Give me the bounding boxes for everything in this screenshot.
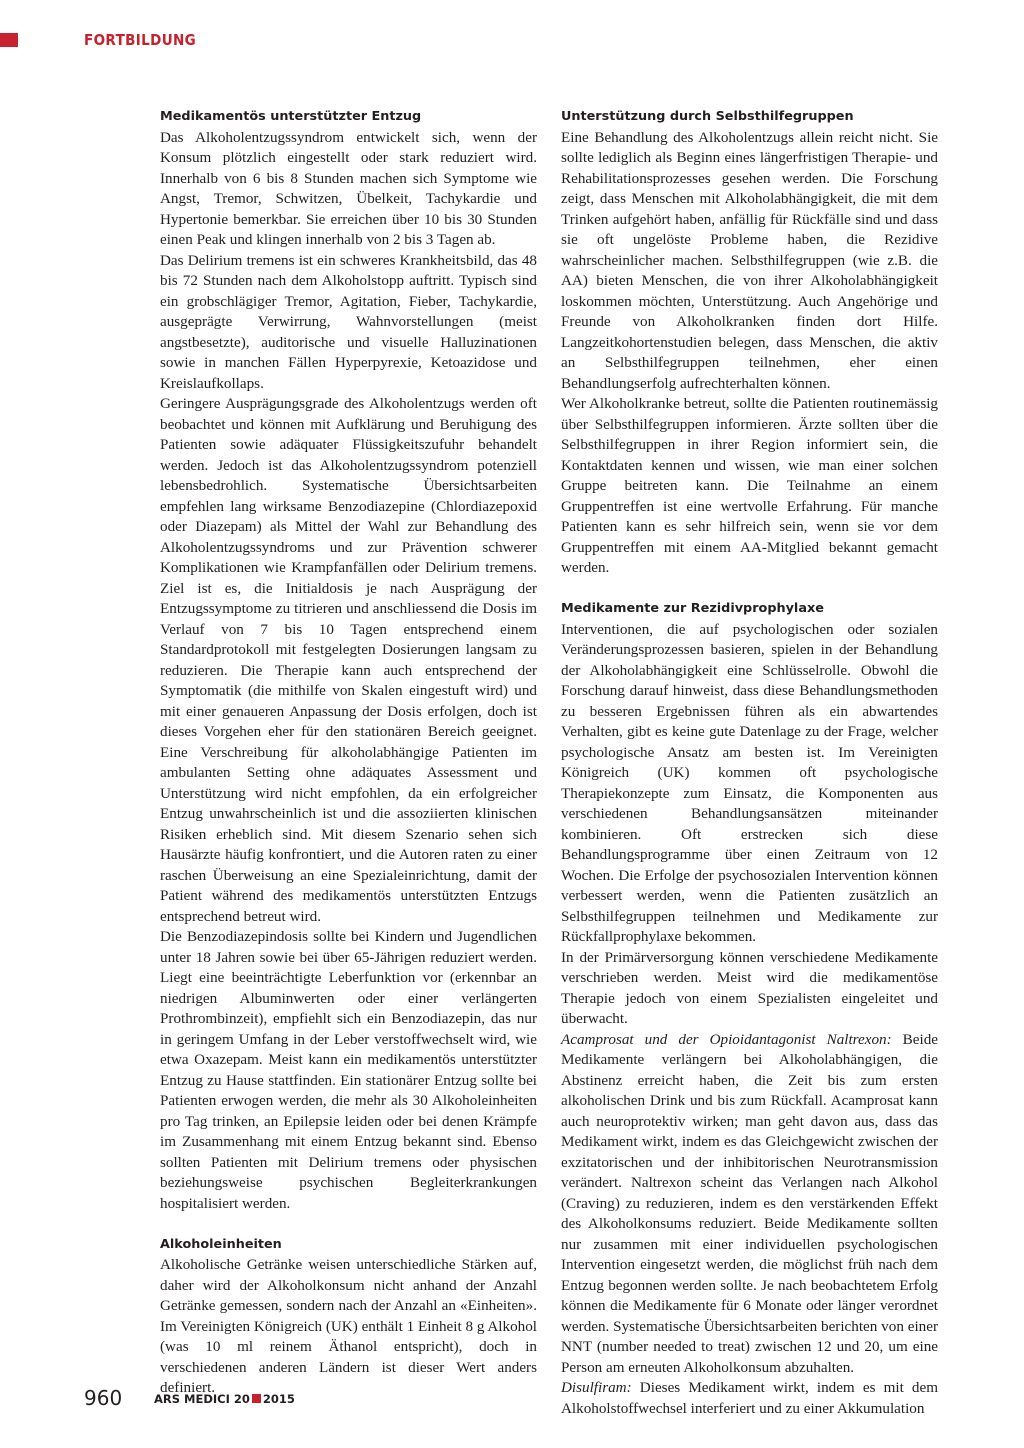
right-column: [561, 107, 938, 1419]
paragraph: Die Benzodiazepindosis sollte bei Kindern und Jugendlichen unter 18 Jahren sowie bei über 65-Jährigen reduziert werden. Liegt eine beeinträchtigte Leberfunktion vor (erkennbar an niedrigen Albuminwerten oder einer verlängerten Prothrombinzeit), empfiehlt sich ein Benzodiazepin, das nur in geringem Umfang in der Leber verstoffwechselt wird, wie etwa Oxazepam. Meist kann ein medikamentös unterstützter Entzug zu Hause stattfinden. Ein stationärer Entzug sollte bei Patienten erwogen werden, die mehr als 30 Alkoholeinheiten pro Tag trinken, an Epilepsie leiden oder bei denen Krämpfe im Zusammenhang mit einem Entzug bekannt sind. Ebenso sollten Patienten mit Delirium tremens oder physischen beziehungsweise psychischen Begleiterkrankungen hospitalisiert werden.: [160, 928, 537, 1212]
paragraph: Geringere Ausprägungsgrade des Alkoholentzugs werden oft beobachtet und können mit Aufklärung und Beruhigung des Patienten sowie adäquater Flüssigkeitszufuhr behandelt werden. Jedoch ist das Alkoholentzugssyndrom potenziell lebensbedrohlich. Systematische Übersichtsarbeiten empfehlen lang wirksame Benzodiazepine (Chlordiazepoxid oder Diazepam) als Mittel der Wahl zur Behandlung des Alkoholentzugssyndroms und zur Prävention schwerer Komplikationen wie Krampfanfällen oder Delirium tremens. Ziel ist es, die Initialdosis je nach Ausprägung der Entzugssymptome zu titrieren und anschliessend die Dosis im Verlauf von 7 bis 10 Tagen entsprechend einem Standardprotokoll mit festgelegten Dosierungen langsam zu reduzieren. Die Therapie kann auch entsprechend der Symptomatik (die mithilfe von Skalen eingestuft wird) und mit einer genaueren Anpassung der Dosis erfolgen, doch ist dieses Vorgehen eher für den stationären Bereich geeignet. Eine Verschreibung für alkoholabhängige Patienten im ambulanten Setting ohne adäquates Assessment und Unterstützung wird nicht empfohlen, da ein erfolgreicher Entzug unwahrscheinlich ist und die assoziierten klinischen Risiken erheblich sind. Mit diesem Szenario sehen sich Hausärzte häufig konfrontiert, und die Autoren raten zu einer raschen Überweisung an eine Spezialeinrichtung, damit der Patient während des medikamentös unterstützten Entzugs entsprechend betreut wird.: [160, 395, 537, 925]
heading-selbsthilfegruppen: Unterstützung durch Selbsthilfegruppen: [561, 109, 854, 124]
heading-rezidivprophylaxe: Medikamente zur Rezidivprophylaxe: [561, 601, 824, 616]
page-number: 960: [84, 1386, 123, 1410]
journal-reference: [154, 1392, 295, 1406]
heading-alkoholeinheiten: Alkoholeinheiten: [160, 1236, 282, 1252]
paragraph: Das Alkoholentzugssyndrom entwickelt sich, wenn der Konsum plötzlich eingestellt oder stark reduziert wird. Innerhalb von 6 bis 8 Stunden machen sich Symptome wie Angst, Tremor, Schwitzen, Übelkeit, Tachykardie und Hypertonie bemerkbar. Sie erreichen über 10 bis 30 Stunden einen Peak und klingen innerhalb von 2 bis 3 Tagen ab.: [160, 128, 537, 248]
paragraph: Wer Alkoholkranke betreut, sollte die Patienten routinemässig über Selbsthilfegruppen informieren. Ärzte sollten über die Selbsthilfegruppen in ihrer Region informiert sein, die Kontaktdaten kennen und wissen, wie man einer solchen Gruppe beitreten kann. Die Teilnahme an einem Gruppentreffen ist eine wertvolle Erfahrung. Für manche Patienten kann es sehr hilfreich sein, wenn sie vor dem Gruppentreffen mit einem AA-Mitglied bekannt gemacht werden.: [561, 395, 938, 576]
section-title: FORTBILDUNG: [84, 31, 197, 49]
left-column: [160, 107, 537, 1399]
paragraph: In der Primärversorgung können verschiedene Medikamente verschrieben werden. Meist wird die medikamentöse Therapie jedoch von einem Spezialisten eingeleitet und überwacht.: [561, 948, 938, 1027]
footer-separator: [252, 1394, 261, 1403]
heading-medikamentoes-entzug: Medikamentös unterstützter Entzug: [160, 109, 422, 124]
paragraph: [561, 1378, 938, 1419]
page-footer: [84, 1386, 484, 1416]
journal-name: ARS MEDICI 20: [154, 1392, 250, 1406]
paragraph: Das Delirium tremens ist ein schweres Krankheitsbild, das 48 bis 72 Stunden nach dem Alkoholstopp auftritt. Typisch sind ein grobschlägiger Tremor, Agitation, Fieber, Tachykardie, ausgeprägte Verwirrung, Wahnvorstellungen (meist angstbesetzte), auditorische und visuelle Halluzinationen sowie in manchen Fällen Hyperpyrexie, Ketoazidose und Kreislaufkollaps.: [160, 251, 537, 392]
paragraph: Alkoholische Getränke weisen unterschiedliche Stärken auf, daher wird der Alkoholkonsum nicht anhand der Anzahl Getränke gemessen, sondern nach der Anzahl an «Einheiten». Im Vereinigten Königreich (UK) enthält 1 Einheit 8 g Alkohol (was 10 ml reinem Äthanol entspricht), doch in verschiedenen anderen Ländern ist dieser Wert anders definiert.: [160, 1256, 537, 1396]
paragraph: [561, 1030, 938, 1379]
paragraph: Eine Behandlung des Alkoholentzugs allein reicht nicht. Sie sollte lediglich als Beginn eines längerfristigen Therapie- und Rehabilitationsprozesses gesehen werden. Die Forschung zeigt, dass Menschen mit Alkoholabhängigkeit, die mit dem Trinken aufgehört haben, anfällig für Rückfälle sind und dass sie oft ungelöste Probleme haben, die Rezidive wahrscheinlicher machen. Selbsthilfegruppen (wie z.B. die AA) bieten Menschen, die von ihrer Alkoholabhängigkeit loskommen möchten, Unterstützung. Auch Angehörige und Freunde von Alkoholkranken finden dort Hilfe. Langzeitkohortenstudien belegen, dass Menschen, die aktiv an Selbsthilfegruppen teilnehmen, eher einen Behandlungserfolg aufrechterhalten können.: [561, 128, 938, 392]
drug-label-disulfiram: Disulfiram:: [561, 1379, 632, 1396]
paragraph-text: Dieses Medikament wirkt, indem es mit dem Alkoholstoffwechsel interferiert und zu einer Akkumulation: [561, 1379, 938, 1417]
paragraph-text: Beide Medikamente verlängern bei Alkoholabhängigen, die Abstinenz erreicht haben, die Zeit bis zum ersten alkoholischen Drink und bis zum Rückfall. Acamprosat kann auch neuroprotektiv wirken; man geht davon aus, dass das Medikament wirkt, indem es das Gleichgewicht zwischen der exzitatorischen und der inhibitorischen Neurotransmission verändert. Naltrexon scheint das Verlangen nach Alkohol (Craving) zu reduzieren, indem es den verstärkenden Effekt des Alkoholkonsums reduziert. Beide Medikamente sollten nur zusammen mit einer individuellen psychologischen Intervention eingesetzt werden, die möglichst früh nach dem Entzug begonnen werden sollte. Je nach beobachtetem Erfolg können die Medikamente für 6 Monate oder länger verordnet werden. Systematische Übersichtsarbeiten berichten von einer NNT (number needed to treat) zwischen 12 und 20, um eine Person am erneuten Alkoholkonsum abzuhalten.: [561, 1030, 938, 1376]
paragraph: Interventionen, die auf psychologischen oder sozialen Veränderungsprozessen basieren, spielen in der Behandlung der Alkoholabhängigkeit eine Schlüsselrolle. Obwohl die Forschung darauf hinweist, dass diese Behandlungsmethoden zu besseren Ergebnissen führen als ein abwartendes Verhalten, gibt es keine gute Datenlage zu der Frage, welcher psychologische Ansatz am besten ist. Im Vereinigten Königreich (UK) kommen oft psychologische Therapiekonzepte zum Einsatz, die Komponenten aus verschiedenen Behandlungsansätzen miteinander kombinieren. Oft erstrecken sich diese Behandlungsprogramme über einen Zeitraum von 12 Wochen. Die Erfolge der psychosozialen Intervention können verbessert werden, wenn die Patienten zusätzlich an Selbsthilfegruppen teilnehmen und Medikamente zur Rückfallprophylaxe bekommen.: [561, 620, 938, 945]
journal-year: 2015: [262, 1392, 295, 1406]
drug-label-acamprosat: Acamprosat und der Opioidantagonist Naltrexon:: [561, 1030, 892, 1048]
section-marker: [0, 33, 18, 47]
page-header: [0, 31, 400, 51]
